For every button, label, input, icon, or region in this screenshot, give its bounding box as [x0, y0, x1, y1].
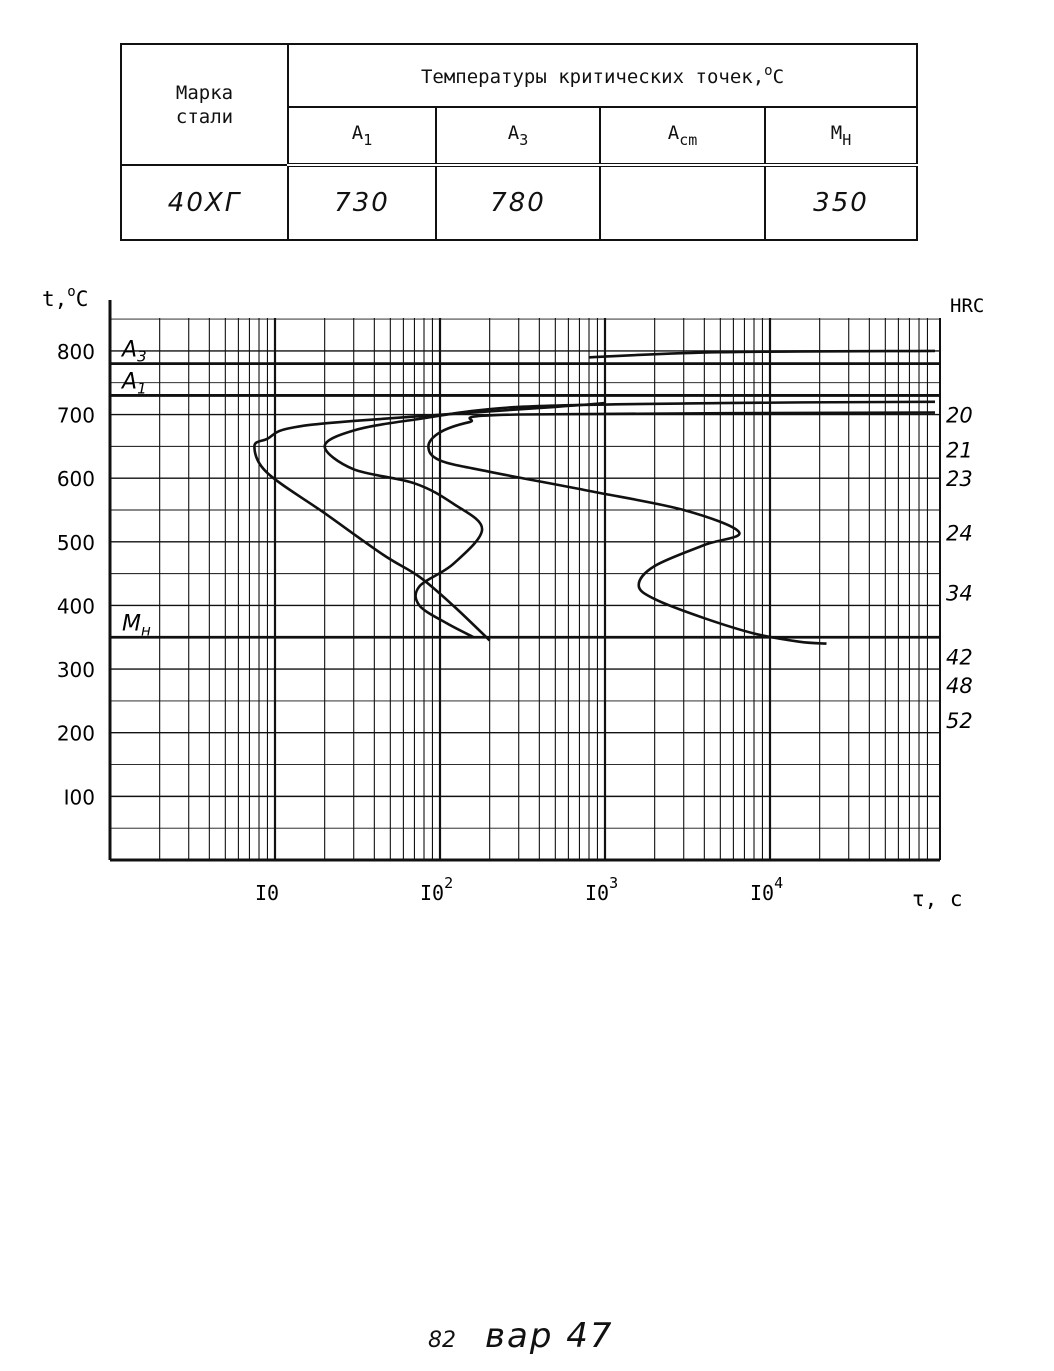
hrc-value-label: 23 [946, 467, 973, 492]
hrc-value-label: 24 [946, 521, 973, 546]
col-acm-sub: cm [679, 130, 698, 149]
y-tick-label: 300 [56, 658, 95, 683]
y-tick-label: 400 [56, 594, 95, 619]
y-tick-label: 500 [56, 530, 95, 555]
curve-start-2 [428, 413, 935, 644]
col-a3-sub: 3 [519, 130, 529, 149]
y-tick-label: I00 [63, 785, 95, 810]
a1-value: 730 [288, 165, 436, 240]
col-mn-sub: H [842, 130, 852, 149]
hrc-value-label: 42 [946, 645, 973, 670]
ref-label-a3: $A_3$ [122, 337, 147, 366]
hrc-value-label: 21 [946, 438, 973, 463]
axis-labels [42, 284, 984, 911]
y-tick-label: 600 [56, 467, 95, 492]
hrc-value-label: 52 [946, 709, 973, 733]
steel-grade-header-label: Марка стали [175, 81, 234, 128]
critical-temps-header-label: Температуры критических точек, [420, 65, 765, 88]
ref-label-a1: $A_1$ [122, 369, 147, 398]
y-tick-label: 800 [56, 339, 95, 364]
x-tick-label: $I0^2$ [420, 874, 454, 905]
y-axis-label: t,$^o$C [42, 284, 89, 311]
page-number: 82 [428, 1328, 456, 1353]
col-a1-main: A [351, 121, 364, 144]
grade-value: 40ХГ [121, 165, 288, 240]
hrc-axis-label: HRC [950, 295, 985, 317]
x-axis-label: τ, с [912, 887, 963, 911]
col-acm-main: A [667, 121, 680, 144]
ref-label-mn: $M_н$ [122, 611, 151, 640]
hrc-value-label: 48 [946, 674, 973, 698]
y-tick-label: 200 [56, 721, 95, 746]
curve-finish-1 [325, 402, 935, 638]
col-a3-main: A [507, 121, 520, 144]
x-tick-label: I0 [255, 881, 280, 905]
hrc-value-label: 34 [946, 581, 973, 606]
x-tick-label: $I0^4$ [750, 874, 784, 905]
x-tick-label: $I0^3$ [585, 874, 619, 905]
col-a1-sub: 1 [363, 130, 373, 149]
variant-note: вар 47 [485, 1316, 614, 1356]
critical-temps-unit: C [772, 65, 785, 88]
y-tick-label: 700 [56, 403, 95, 428]
grid [110, 300, 940, 860]
a3-value: 780 [436, 165, 600, 240]
hrc-value-label: 20 [946, 403, 973, 428]
critical-temps-unit-sup: o [764, 62, 773, 79]
col-mn-main: M [830, 121, 843, 144]
mn-value: 350 [765, 165, 917, 240]
page-footer [428, 1316, 614, 1356]
